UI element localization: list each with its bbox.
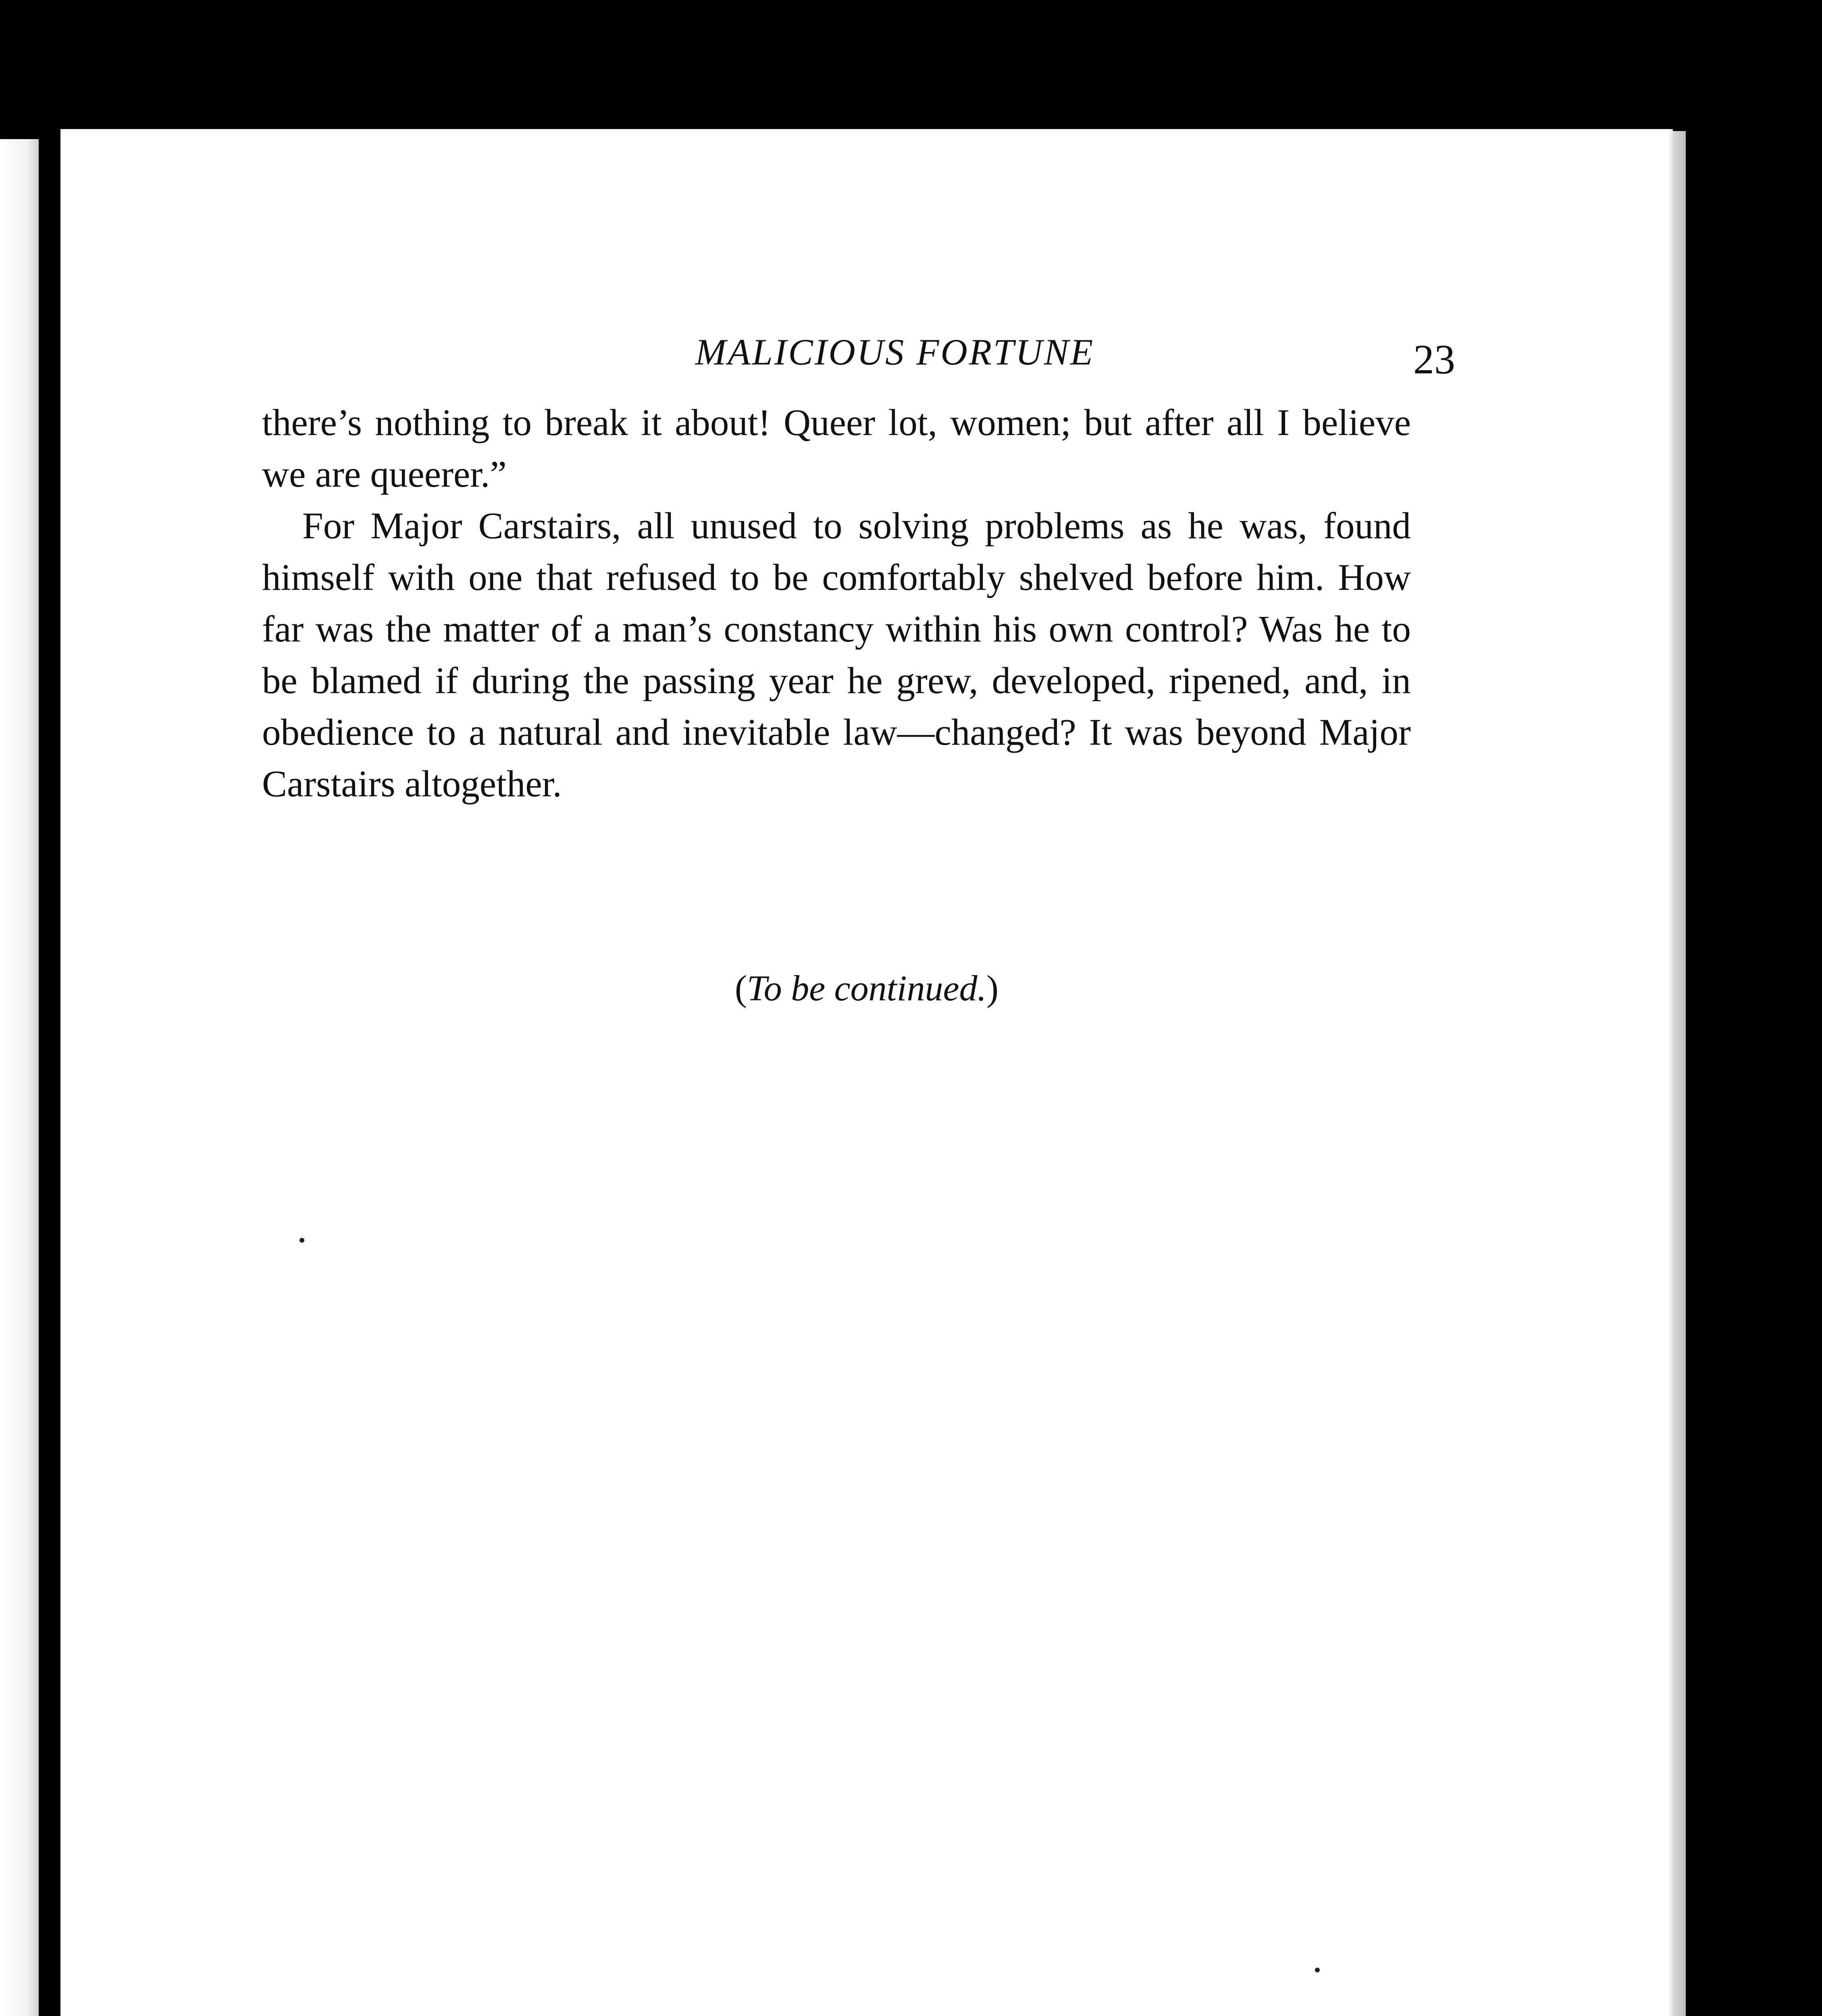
close-paren: ) — [986, 968, 999, 1008]
previous-page-edge — [0, 139, 39, 2016]
to-be-continued-text: To be continued. — [747, 968, 987, 1008]
to-be-continued-notice — [60, 968, 1673, 1009]
running-head-title: MALICIOUS FORTUNE — [695, 331, 1095, 373]
running-head — [60, 331, 1673, 383]
scan-speck — [300, 1238, 304, 1243]
paragraph-continued: there’s nothing to break it about! Queer lot, women; but after all I believe we are queerer.” — [262, 402, 1411, 495]
paragraph-major-carstairs: For Major Carstairs, all unused to solving problems as he was, found himself with one that refused to be comfortably shelved before him. How far was the matter of a man’s constancy within his own control? Was he to be blamed if during the passing year he grew, developed, ripened, and, in obedience to a natural and inevitable law—changed? It was beyond Major Carstairs altogether. — [262, 505, 1411, 805]
page-number: 23 — [1413, 336, 1455, 383]
book-page — [60, 129, 1673, 2016]
scan-speck — [1315, 1968, 1320, 1972]
open-paren: ( — [734, 968, 747, 1008]
body-text — [262, 397, 1411, 810]
